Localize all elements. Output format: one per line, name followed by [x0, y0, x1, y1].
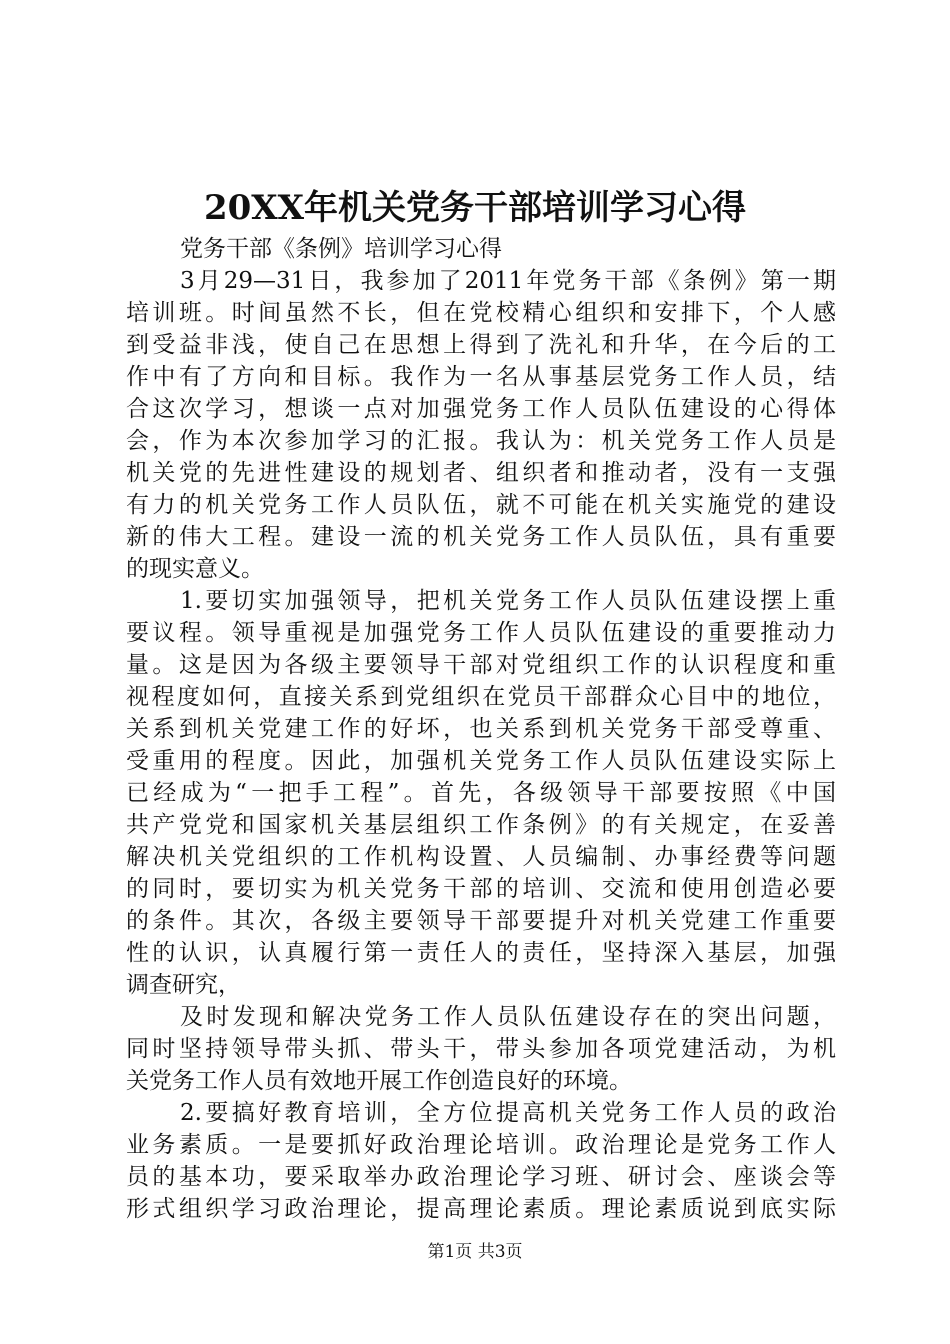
- page-footer: 第1页 共3页: [427, 1242, 523, 1262]
- paragraph-line: 已经成为“一把手工程”。首先，各级领导干部要按照《中国: [126, 780, 836, 806]
- paragraph-line: 会，作为本次参加学习的汇报。我认为：机关党务工作人员是: [126, 428, 836, 454]
- paragraph-line: 量。这是因为各级主要领导干部对党组织工作的认识程度和重: [126, 652, 836, 678]
- paragraph-line: 到受益非浅，使自己在思想上得到了洗礼和升华，在今后的工: [126, 332, 836, 358]
- subtitle-line: 党务干部《条例》培训学习心得: [180, 236, 502, 262]
- paragraph-line: 的同时，要切实为机关党务干部的培训、交流和使用创造必要: [126, 876, 836, 902]
- paragraph-line: 受重用的程度。因此，加强机关党务工作人员队伍建设实际上: [126, 748, 836, 774]
- paragraph-line: 1.要切实加强领导，把机关党务工作人员队伍建设摆上重: [180, 588, 836, 614]
- paragraph-line: 合这次学习，想谈一点对加强党务工作人员队伍建设的心得体: [126, 396, 836, 422]
- paragraph-line: 视程度如何，直接关系到党组织在党员干部群众心目中的地位，: [126, 684, 836, 710]
- paragraph-line: 培训班。时间虽然不长，但在党校精心组织和安排下，个人感: [126, 300, 836, 326]
- paragraph-line: 业务素质。一是要抓好政治理论培训。政治理论是党务工作人: [126, 1132, 836, 1158]
- paragraph-line: 同时坚持领导带头抓、带头干，带头参加各项党建活动，为机: [126, 1036, 836, 1062]
- paragraph-line: 共产党党和国家机关基层组织工作条例》的有关规定，在妥善: [126, 812, 836, 838]
- paragraph-line: 员的基本功，要采取举办政治理论学习班、研讨会、座谈会等: [126, 1164, 836, 1190]
- paragraph-line: 新的伟大工程。建设一流的机关党务工作人员队伍，具有重要: [126, 524, 836, 550]
- paragraph-line: 的条件。其次，各级主要领导干部要提升对机关党建工作重要: [126, 908, 836, 934]
- paragraph-line: 关党务工作人员有效地开展工作创造良好的环境。: [126, 1068, 632, 1094]
- paragraph-line: 要议程。领导重视是加强党务工作人员队伍建设的重要推动力: [126, 620, 836, 646]
- paragraph-line: 的现实意义。: [126, 556, 264, 582]
- paragraph-line: 调查研究，: [126, 972, 241, 998]
- paragraph-line: 及时发现和解决党务工作人员队伍建设存在的突出问题，: [180, 1004, 836, 1030]
- paragraph-line: 性的认识，认真履行第一责任人的责任，坚持深入基层，加强: [126, 940, 836, 966]
- paragraph-line: 关系到机关党建工作的好坏，也关系到机关党务干部受尊重、: [126, 716, 836, 742]
- document-body: [126, 233, 836, 1225]
- document-title: 20XX年机关党务干部培训学习心得: [203, 188, 747, 228]
- paragraph-line: 作中有了方向和目标。我作为一名从事基层党务工作人员，结: [126, 364, 836, 390]
- paragraph-line: 3月29—31日，我参加了2011年党务干部《条例》第一期: [180, 268, 836, 294]
- paragraph-line: 机关党的先进性建设的规划者、组织者和推动者，没有一支强: [126, 460, 836, 486]
- paragraph-line: 解决机关党组织的工作机构设置、人员编制、办事经费等问题: [126, 844, 836, 870]
- paragraph-line: 形式组织学习政治理论，提高理论素质。理论素质说到底实际: [126, 1196, 836, 1222]
- paragraph-line: 有力的机关党务工作人员队伍，就不可能在机关实施党的建设: [126, 492, 836, 518]
- paragraph-line: 2.要搞好教育培训，全方位提高机关党务工作人员的政治: [180, 1100, 836, 1126]
